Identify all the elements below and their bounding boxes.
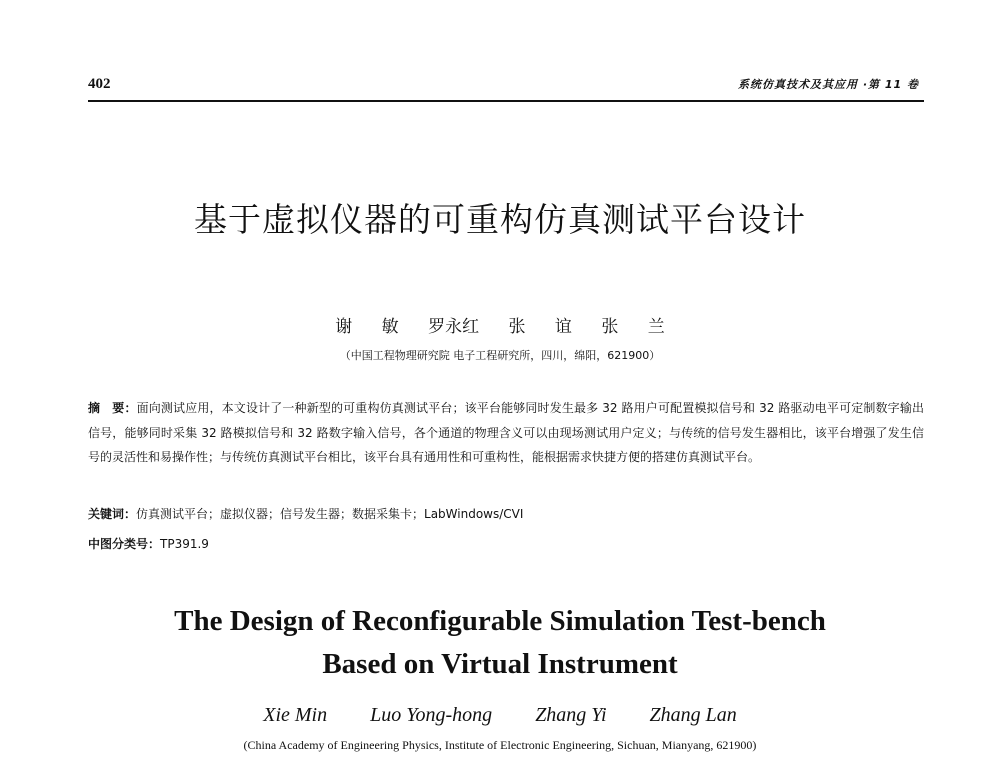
author-cn: 张 谊 — [508, 317, 572, 337]
classification-text: TP391.9 — [160, 537, 209, 551]
header-rule — [88, 100, 924, 102]
classification-label: 中图分类号： — [88, 537, 161, 551]
author-en: Luo Yong-hong — [370, 704, 493, 726]
author-cn: 罗永红 — [428, 317, 480, 337]
author-en: Zhang Yi — [535, 704, 607, 726]
title-english — [0, 600, 1000, 686]
keywords — [88, 505, 924, 522]
author-cn: 谢 敏 — [335, 317, 399, 337]
title-chinese: 基于虚拟仪器的可重构仿真测试平台设计 — [194, 200, 806, 239]
running-header — [88, 76, 923, 94]
page-number: 402 — [88, 76, 111, 92]
journal-name: 系统仿真技术及其应用 ·第 11 卷 — [738, 78, 919, 91]
affiliation-chinese: （中国工程物理研究院 电子工程研究所，四川，绵阳，621900） — [339, 349, 661, 362]
author-en: Xie Min — [263, 704, 328, 726]
abstract-label: 摘 要： — [88, 401, 137, 415]
author-cn: 张 兰 — [601, 317, 665, 337]
keywords-label: 关键词： — [88, 507, 137, 521]
abstract — [88, 396, 924, 470]
title-english-line2: Based on Virtual Instrument — [322, 648, 678, 680]
keywords-text: 仿真测试平台；虚拟仪器；信号发生器；数据采集卡；LabWindows/CVI — [136, 507, 524, 521]
abstract-text: 面向测试应用，本文设计了一种新型的可重构仿真测试平台；该平台能够同时发生最多 32 路用户可配置模拟信号和 32 路驱动电平可定制数字输出信号，能够同时采集 32 路模拟信号和 32 路数字输入信号，各个通道的物理含义可以由现场测试用户定义；与传统的信号发生器相比，该平台增强了发生信号的灵活性和易操作性；与传统仿真测试平台相比，该平台具有通用性和可重构性，能根据需求快捷方便的搭建仿真测试平台。 — [88, 401, 924, 465]
title-english-line1: The Design of Reconfigurable Simulation Test-bench — [174, 605, 826, 637]
affiliation-english: (China Academy of Engineering Physics, Institute of Electronic Engineering, Sichuan, Mianyang, 621900) — [243, 738, 757, 752]
authors-chinese — [0, 312, 1000, 337]
authors-english — [0, 704, 1000, 727]
classification-number — [88, 535, 924, 552]
author-en: Zhang Lan — [649, 704, 737, 726]
